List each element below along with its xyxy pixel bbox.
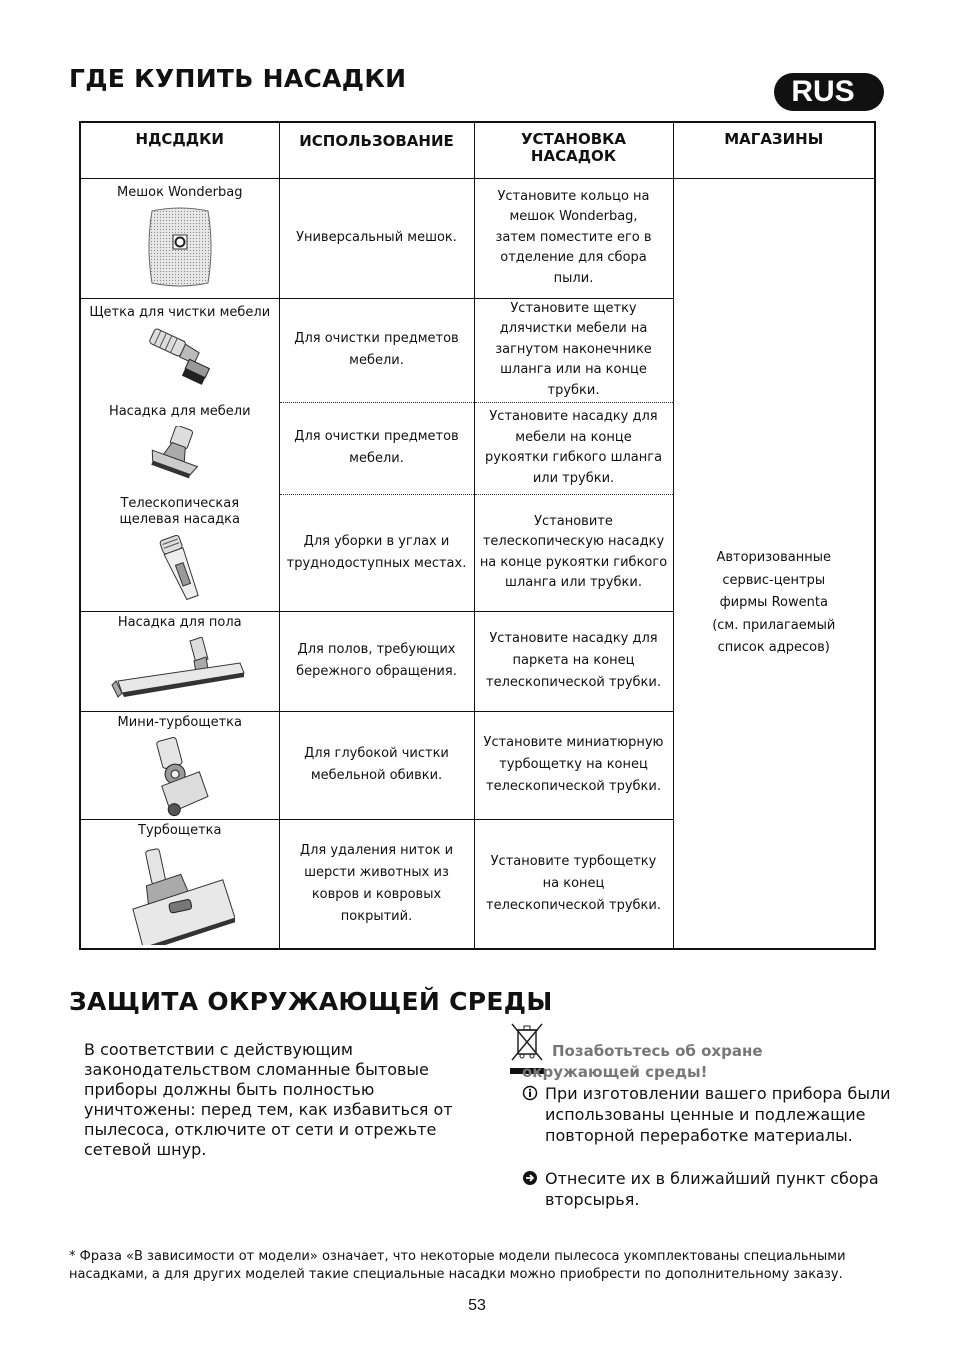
item-cell [80,298,279,402]
usage-cell: Для уборки в углах и труднодоступных местах. [279,494,474,611]
usage-cell: Для удаления ниток и шерсти животных из ковров и ковровых покрытий. [279,819,474,949]
collection-point-text: Отнесите их в ближайший пункт сбора вторсырья. [545,1169,879,1209]
usage-cell: Для полов, требующих бережного обращения. [279,611,474,711]
item-label: Насадка для пола [117,614,242,630]
usage-cell: Универсальный мешок. [279,178,474,298]
usage-cell: Для очистки предметов мебели. [279,298,474,402]
install-cell: Установите турбощетку на конец телескопической трубки. [474,819,673,949]
language-badge: RUS [774,73,884,111]
item-label: Насадка для мебели [108,404,251,419]
item-label: Мини-турбощетка [117,714,242,730]
usage-cell: Для очистки предметов мебели. [279,402,474,494]
table-header-row [80,122,875,178]
section-title-environment: ЗАЩИТА ОКРУЖАЮЩЕЙ СРЕДЫ [69,987,553,1016]
footnote: * Фраза «В зависимости от модели» означает, что некоторые модели пылесоса укомплектованы специальными насадками, а для других моделей такие специальные насадки можно приобрести по дополнительному заказу. [69,1249,846,1282]
header-accessories: НДСДДКИ [80,122,279,178]
item-cell [80,494,279,611]
list-item [522,1168,892,1210]
item-cell [80,819,279,949]
install-cell: Установите насадку для мебели на конце рукоятки гибкого шланга или трубки. [474,402,673,494]
install-cell: Установите кольцо на мешок Wonderbag, затем поместите его в отделение для сбора пыли. [474,178,673,298]
list-item [522,1083,892,1146]
mini-turbo-brush-icon [140,737,220,817]
page-title: ГДЕ КУПИТЬ НАСАДКИ [69,64,407,93]
accessories-table [79,121,876,950]
install-cell: Установите миниатюрную турбощетку на конец телескопической трубки. [474,711,673,819]
header-installation: УСТАНОВКА НАСАДОК [474,122,673,178]
dust-bag-icon [144,207,216,287]
header-shops: МАГАЗИНЫ [673,122,875,178]
care-heading-line1: Позаботьтесь об охране [552,1042,763,1060]
recycle-materials-text: При изготовлении вашего прибора были использованы ценные и подлежащие повторной переработке материалы. [545,1084,891,1145]
item-cell [80,178,279,298]
env-disposal-text: В соответствии с действующим законодательством сломанные бытовые приборы должны быть полностью уничтожены: перед тем, как избавиться от пылесоса, отключите от сети и отрежьте сетевой шнур. [84,1040,453,1159]
item-cell [80,611,279,711]
turbo-brush-icon [125,845,235,945]
install-cell: Установите телескопическую насадку на конце рукоятки гибкого шланга или трубки. [474,494,673,611]
furniture-brush-icon [140,327,220,385]
care-heading-line2: окружающей среды! [522,1063,708,1081]
arrow-right-icon [522,1170,538,1186]
table-row [80,178,875,298]
crevice-tool-icon [150,534,210,604]
install-cell: Установите насадку для паркета на конец телескопической трубки. [474,611,673,711]
shops-cell: Авторизованные сервис-центры фирмы Rowenta (см. прилагаемый список адресов) [673,178,875,949]
item-label: Турбощетка [138,822,222,838]
item-cell [80,711,279,819]
furniture-nozzle-icon [140,426,220,486]
page-number: 53 [468,1297,486,1314]
floor-nozzle-icon [110,637,250,703]
crossed-bin-icon [510,1022,544,1062]
install-cell: Установите щетку длячистки мебели на загнутом наконечнике шланга или на конце трубки. [474,298,673,402]
item-label: Щетка для чистки мебели [89,304,271,320]
item-label: Мешок Wonderbag [117,184,243,200]
usage-cell: Для глубокой чистки мебельной обивки. [279,711,474,819]
header-usage: ИСПОЛЬЗОВАНИЕ [279,122,474,178]
info-icon [522,1085,538,1101]
item-label: Телескопическая щелевая насадка [119,496,241,527]
item-cell [80,402,279,494]
